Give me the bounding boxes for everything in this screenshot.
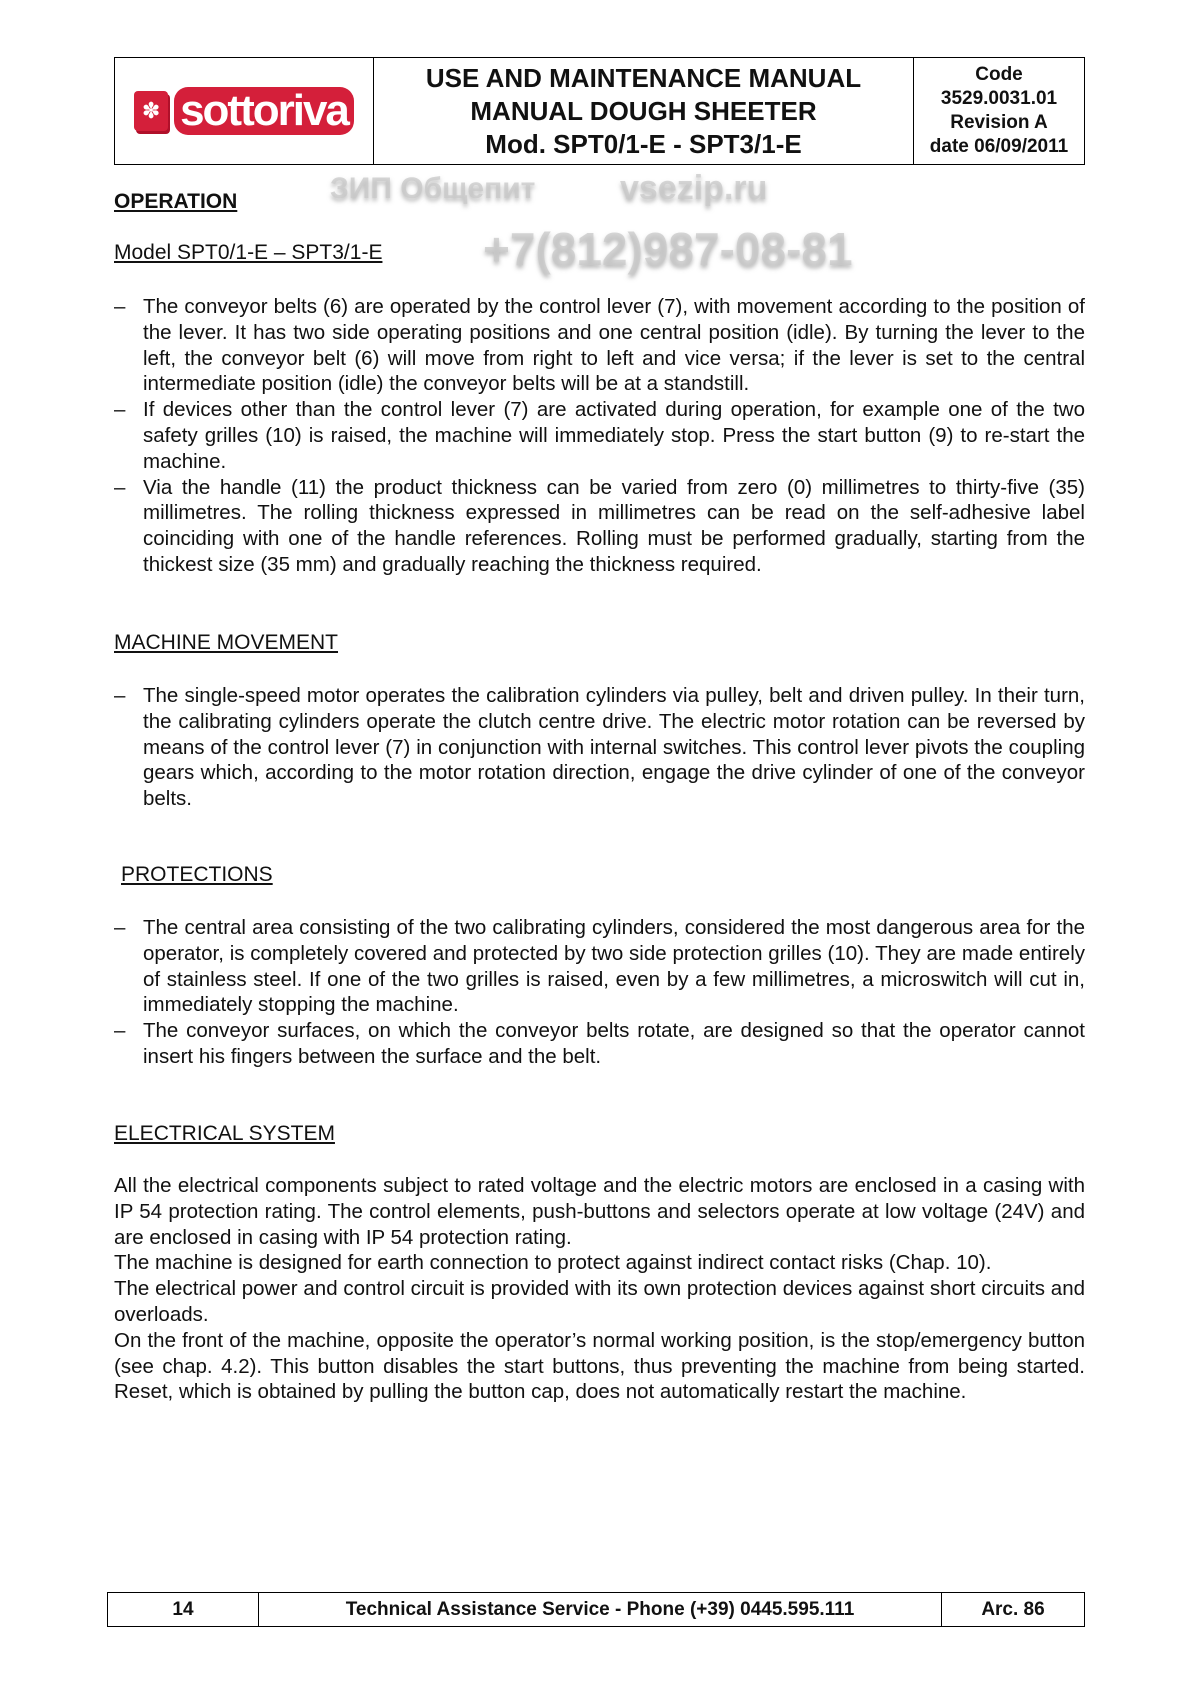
header-table — [114, 57, 1085, 165]
bullet-item: – The conveyor surfaces, on which the conveyor belts rotate, are designed so that the operator cannot insert his fingers between the surface and the belt. — [114, 1018, 1085, 1070]
watermark-phone: +7(812)987-08-81 — [483, 223, 853, 275]
code-value: 3529.0031.01 — [940, 88, 1058, 109]
bullet-item: – The conveyor belts (6) are operated by the control lever (7), with movement according to the position of the lever. It has two side operating positions and one central position (idle). By turning the lever to the left, the conveyor belt (6) will move from right to left and vice versa; if the lever is set to the central intermediate position (idle) the conveyor belts will be at a standstill. — [114, 294, 1085, 397]
model-subheading: Model SPT0/1-E – SPT3/1-E — [114, 241, 383, 264]
paragraph: All the electrical components subject to rated voltage and the electric motors are enclosed in a casing with IP 54 protection rating. The control elements, push-buttons and selectors operate at low voltage (24V) and are enclosed in casing with IP 54 protection rating. — [114, 1174, 1085, 1249]
service-contact: Technical Assistance Service - Phone (+39) 0445.595.111 — [259, 1593, 942, 1626]
electrical-section — [114, 1173, 1085, 1405]
protections-section — [114, 915, 1085, 1070]
date: date 06/09/2011 — [929, 136, 1069, 157]
electrical-heading: ELECTRICAL SYSTEM — [114, 1122, 335, 1145]
logo-text: sottoriva — [174, 87, 354, 135]
protections-heading: PROTECTIONS — [121, 863, 273, 886]
manual-title — [374, 58, 914, 164]
operation-heading: OPERATION — [114, 190, 238, 213]
movement-section — [114, 683, 1085, 812]
document-code — [914, 58, 1084, 164]
logo-emblem-icon: ✽ — [134, 91, 168, 131]
paragraph: The electrical power and control circuit is provided with its own protection devices against short circuits and overloads. — [114, 1277, 1085, 1326]
title-line: USE AND MAINTENANCE MANUAL — [425, 62, 862, 93]
paragraph: The machine is designed for earth connection to protect against indirect contact risks (Chap. 10). — [114, 1251, 992, 1275]
watermark-line1: ЗИП Общепит — [330, 172, 536, 205]
bullet-item: – Via the handle (11) the product thickness can be varied from zero (0) millimetres to thirty-five (35) millimetres. The rolling thickness expressed in millimetres can be read on the self-adhesive label coinciding with one of the handle references. Rolling must be performed gradually, starting from the thickest size (35 mm) and gradually reaching the thickness required. — [114, 475, 1085, 578]
bullet-item: – The central area consisting of the two calibrating cylinders, considered the most dangerous area for the operator, is completely covered and protected by two side protection grilles (10). They are made entirely of stainless steel. If one of the two grilles is raised, even by a few millimetres, a microswitch will cut in, immediately stopping the machine. — [114, 915, 1085, 1018]
watermark-line2: vsezip.ru — [620, 169, 768, 207]
movement-heading: MACHINE MOVEMENT — [114, 631, 339, 654]
bullet-item: – If devices other than the control lever (7) are activated during operation, for example one of the two safety grilles (10) is raised, the machine will immediately stop. Press the start button (9) to re-start the machine. — [114, 397, 1085, 474]
sottoriva-logo — [115, 58, 374, 164]
page-number: 14 — [108, 1593, 259, 1626]
paragraph: On the front of the machine, opposite the operator’s normal working position, is the stop/emergency button (see chap. 4.2). This button disables the start buttons, thus preventing the machine from being started. Reset, which is obtained by pulling the button cap, does not automatically restart the machine. — [114, 1328, 1085, 1404]
title-line: Mod. SPT0/1-E - SPT3/1-E — [485, 128, 802, 159]
operation-section — [114, 294, 1085, 578]
revision: Revision A — [950, 112, 1048, 133]
code-label: Code — [975, 64, 1023, 85]
footer-table — [107, 1592, 1085, 1627]
title-line: MANUAL DOUGH SHEETER — [470, 95, 817, 126]
archive-number: Arc. 86 — [981, 1598, 1045, 1620]
bullet-item: – The single-speed motor operates the calibration cylinders via pulley, belt and driven pulley. In their turn, the calibrating cylinders operate the clutch centre drive. The electric motor rotation can be reversed by means of the control lever (7) in conjunction with internal switches. This control lever pivots the coupling gears which, according to the motor rotation direction, engage the drive cylinder of one of the conveyor belts. — [114, 683, 1085, 812]
